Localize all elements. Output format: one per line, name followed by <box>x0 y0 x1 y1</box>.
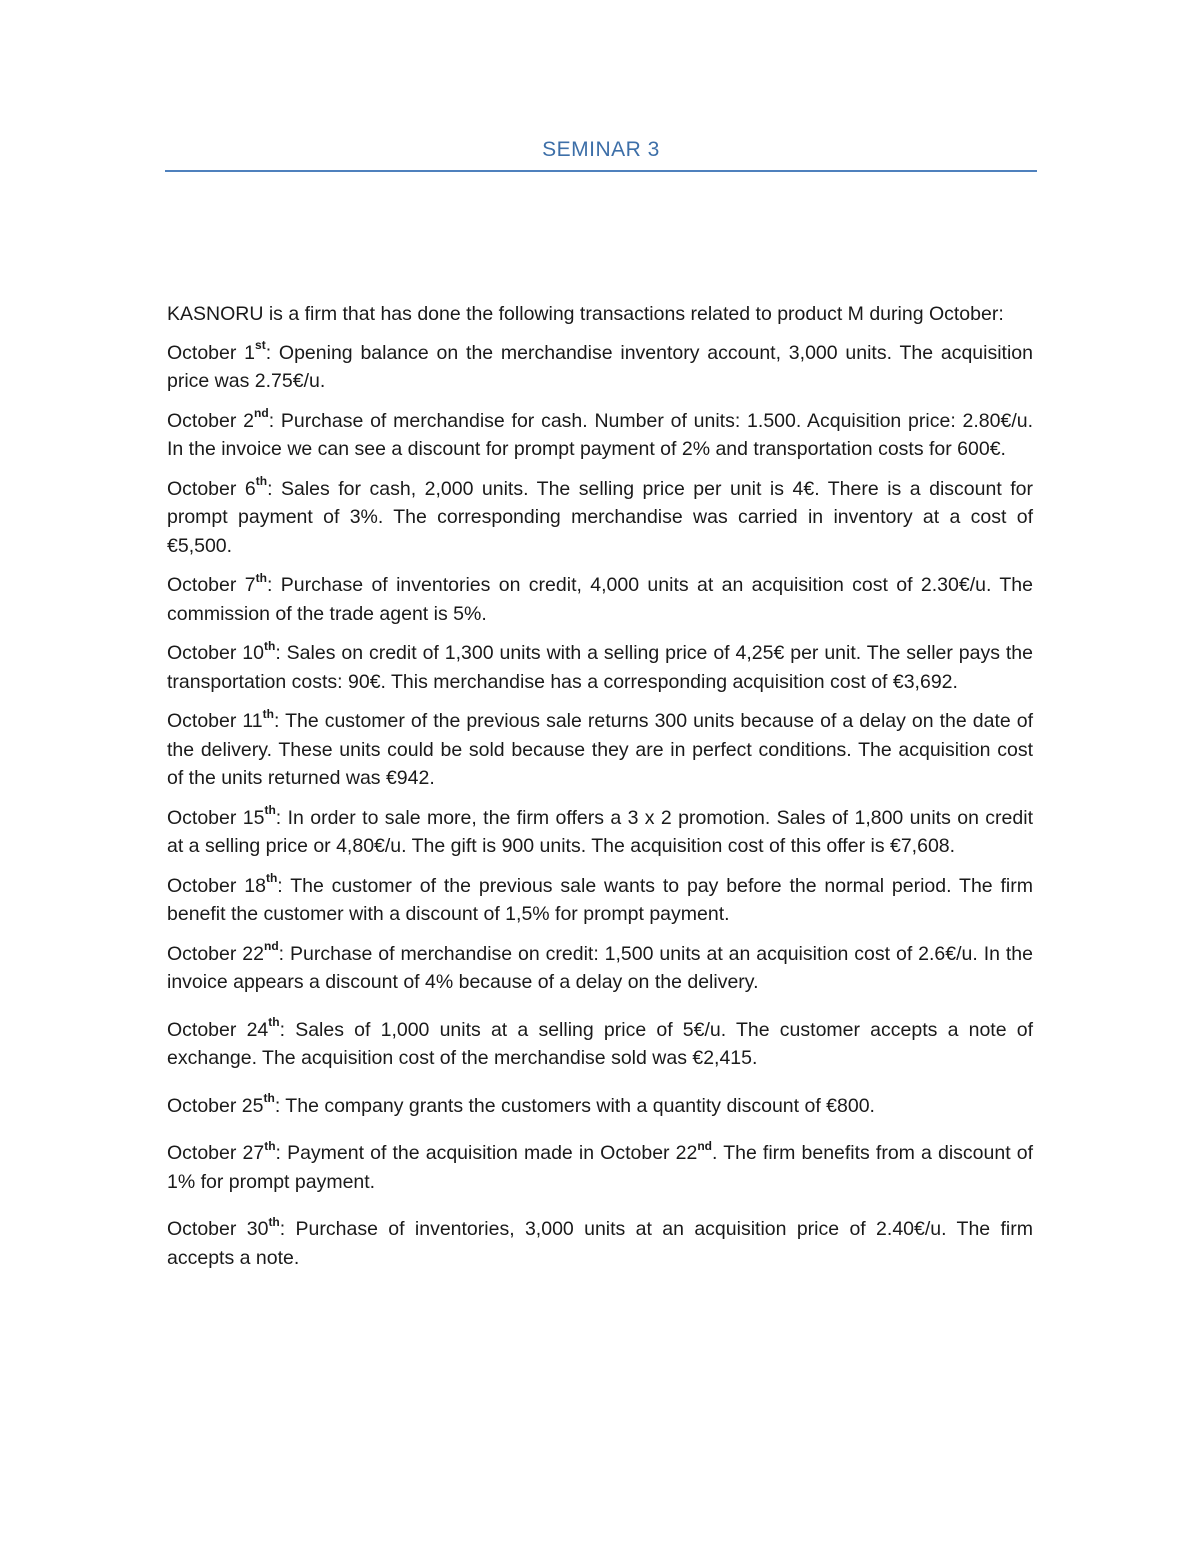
transaction-text: : The customer of the previous sale returns 300 units because of a delay on the date of the delivery. These units could be sold because they are in perfect conditions. The acquisition cost of the units returned was €942. <box>167 710 1033 789</box>
transaction-day: 30 <box>246 1218 269 1240</box>
transaction-month: October <box>167 1142 237 1164</box>
transaction-item <box>167 707 1033 793</box>
transaction-item <box>167 1215 1033 1272</box>
transaction-day: 11 <box>242 710 263 732</box>
transaction-day: 25 <box>241 1094 264 1117</box>
transaction-text: : Purchase of inventories, 3,000 units at an acquisition price of 2.40€/u. The firm accepts a note. <box>167 1218 1033 1269</box>
ordinal-suffix: th <box>263 1091 275 1105</box>
transaction-month: October <box>167 574 237 596</box>
transaction-month: October <box>167 1094 237 1117</box>
transaction-text: : Purchase of inventories on credit, 4,000 units at an acquisition cost of 2.30€/u. The commission of the trade agent is 5%. <box>167 574 1033 625</box>
transaction-month: October <box>167 1018 237 1041</box>
transaction-item <box>167 1016 1033 1073</box>
transaction-item <box>167 1139 1033 1196</box>
transaction-text: . The firm benefits from a discount of 1% for prompt payment. <box>167 1142 1034 1193</box>
transaction-item <box>167 407 1033 464</box>
transaction-month: October <box>167 874 237 897</box>
document-body <box>167 300 1033 1283</box>
transaction-month: October <box>167 806 237 829</box>
transaction-day: 15 <box>242 806 265 829</box>
transaction-day: 2 <box>243 409 255 432</box>
transaction-text: : The customer of the previous sale wants to pay before the normal period. The firm benefit the customer with a discount of 1,5% for prompt payment. <box>167 874 1033 925</box>
ordinal-suffix: th <box>262 706 274 721</box>
ordinal-suffix: nd <box>697 1138 713 1153</box>
transaction-day: 27 <box>242 1142 265 1164</box>
ordinal-suffix: th <box>264 638 276 653</box>
transaction-day: 22 <box>242 942 264 965</box>
intro-paragraph: KASNORU is a firm that has done the following transactions related to product M during October: <box>167 303 1004 325</box>
transaction-item <box>167 639 1033 696</box>
ordinal-suffix: th <box>255 474 268 488</box>
transaction-month: October <box>167 642 237 664</box>
ordinal-suffix: st <box>255 338 266 352</box>
transaction-month: October <box>167 341 237 364</box>
transaction-item <box>167 571 1033 628</box>
transaction-text: : Sales on credit of 1,300 units with a selling price of 4,25€ per unit. The seller pays the transportation costs: 90€. This merchandise has a corresponding acquisition cost of €3,692. <box>167 642 1033 693</box>
transaction-day: 24 <box>246 1018 269 1041</box>
transaction-text: : Purchase of merchandise on credit: 1,500 units at an acquisition cost of 2.6€/u. In the invoice appears a discount of 4% because of a delay on the delivery. <box>167 942 1033 993</box>
transaction-text-before: : Payment of the acquisition made in October 22 <box>275 1142 698 1164</box>
transaction-text: : The company grants the customers with a quantity discount of €800. <box>274 1094 875 1117</box>
transaction-item <box>167 872 1033 929</box>
transaction-item <box>167 804 1033 861</box>
transaction-day: 18 <box>244 874 266 897</box>
header-divider <box>165 170 1037 172</box>
ordinal-suffix: nd <box>254 406 269 420</box>
transaction-text: : In order to sale more, the firm offers a 3 x 2 promotion. Sales of 1,800 units on credit at a selling price or 4,80€/u. The gift is 900 units. The acquisition cost of this offer is €7,608. <box>167 806 1033 857</box>
transaction-month: October <box>167 477 237 500</box>
transaction-day: 1 <box>244 341 256 364</box>
transaction-month: October <box>167 1218 237 1240</box>
transaction-text: : Sales for cash, 2,000 units. The selling price per unit is 4€. There is a discount for prompt payment of 3%. The corresponding merchandise was carried in inventory at a cost of €5,500. <box>167 477 1033 557</box>
ordinal-suffix: th <box>264 803 276 817</box>
ordinal-suffix: nd <box>264 939 279 953</box>
transaction-text: : Sales of 1,000 units at a selling price of 5€/u. The customer accepts a note of exchange. The acquisition cost of the merchandise sold was €2,415. <box>167 1018 1033 1069</box>
transaction-day: 7 <box>244 574 256 596</box>
ordinal-suffix: th <box>265 871 278 885</box>
transaction-month: October <box>167 942 237 965</box>
page-header-title: SEMINAR 3 <box>542 138 660 161</box>
transaction-item <box>167 1092 1033 1121</box>
transaction-item <box>167 339 1033 396</box>
transaction-item <box>167 475 1033 561</box>
ordinal-suffix: th <box>264 1138 276 1153</box>
transaction-month: October <box>167 710 237 732</box>
transaction-text: : Opening balance on the merchandise inventory account, 3,000 units. The acquisition price was 2.75€/u. <box>167 341 1033 392</box>
transaction-item <box>167 940 1033 997</box>
transaction-day: 6 <box>244 477 256 500</box>
transaction-text: : Purchase of merchandise for cash. Number of units: 1.500. Acquisition price: 2.80€/u. In the invoice we can see a discount for prompt payment of 2% and transportation costs for 600€. <box>167 409 1034 460</box>
ordinal-suffix: th <box>268 1214 280 1229</box>
ordinal-suffix: th <box>268 1015 280 1029</box>
transaction-month: October <box>167 409 237 432</box>
transaction-day: 10 <box>242 642 264 664</box>
ordinal-suffix: th <box>255 570 267 585</box>
